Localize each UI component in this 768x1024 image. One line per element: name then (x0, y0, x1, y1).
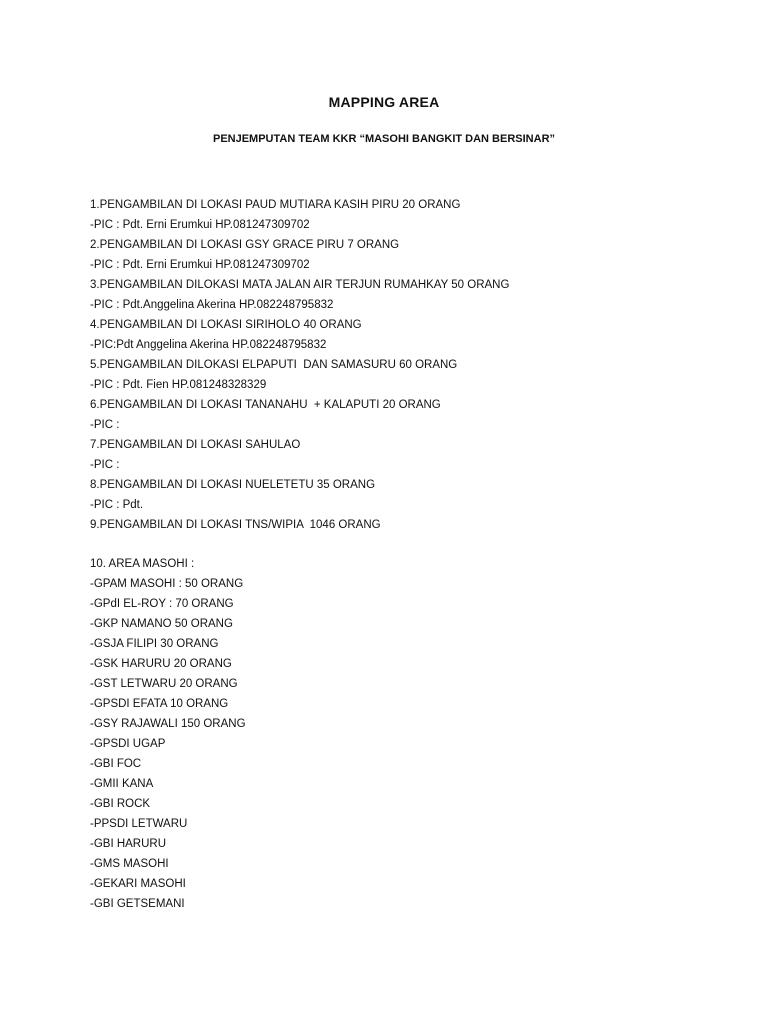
pickup-line: 5.PENGAMBILAN DILOKASI ELPAPUTI DAN SAMASURU 60 ORANG (90, 359, 458, 371)
area-item: -GSY RAJAWALI 150 ORANG (90, 718, 246, 730)
pickup-pic-line: -PIC : (90, 459, 120, 471)
area-item: -GSK HARURU 20 ORANG (90, 658, 232, 670)
pickup-pic-line: -PIC : Pdt.Anggelina Akerina HP.082248795832 (90, 299, 334, 311)
area-item: -GMS MASOHI (90, 858, 169, 870)
pickup-line: 7.PENGAMBILAN DI LOKASI SAHULAO (90, 439, 301, 451)
pickup-pic-line: -PIC : Pdt. Erni Erumkui HP.081247309702 (90, 259, 310, 271)
area-heading: 10. AREA MASOHI : (90, 558, 195, 570)
pickup-line: 3.PENGAMBILAN DILOKASI MATA JALAN AIR TERJUN RUMAHKAY 50 ORANG (90, 279, 510, 291)
area-item: -PPSDI LETWARU (90, 818, 188, 830)
area-item: -GMII KANA (90, 778, 154, 790)
area-item: -GPSDI UGAP (90, 738, 166, 750)
area-item: -GPSDI EFATA 10 ORANG (90, 698, 229, 710)
pickup-pic-line: -PIC : (90, 419, 120, 431)
area-item: -GEKARI MASOHI (90, 878, 186, 890)
area-item: -GPAM MASOHI : 50 ORANG (90, 578, 244, 590)
pickup-line: 6.PENGAMBILAN DI LOKASI TANANAHU + KALAPUTI 20 ORANG (90, 399, 441, 411)
area-item: -GST LETWARU 20 ORANG (90, 678, 238, 690)
pickup-pic-line: -PIC : Pdt. (90, 499, 144, 511)
area-item: -GBI HARURU (90, 838, 167, 850)
area-item: -GBI FOC (90, 758, 142, 770)
document-title: MAPPING AREA (328, 94, 440, 110)
pickup-pic-line: -PIC : Pdt. Fien HP.081248328329 (90, 379, 267, 391)
pickup-line: 9.PENGAMBILAN DI LOKASI TNS/WIPIA 1046 ORANG (90, 519, 381, 531)
area-item: -GPdI EL-ROY : 70 ORANG (90, 598, 234, 610)
document-subtitle: PENJEMPUTAN TEAM KKR “MASOHI BANGKIT DAN BERSINAR” (212, 133, 556, 145)
pickup-line: 4.PENGAMBILAN DI LOKASI SIRIHOLO 40 ORANG (90, 319, 362, 331)
pickup-pic-line: -PIC:Pdt Anggelina Akerina HP.082248795832 (90, 339, 327, 351)
pickup-line: 2.PENGAMBILAN DI LOKASI GSY GRACE PIRU 7 ORANG (90, 239, 400, 251)
area-item: -GSJA FILIPI 30 ORANG (90, 638, 219, 650)
area-item: -GBI GETSEMANI (90, 898, 185, 910)
pickup-line: 8.PENGAMBILAN DI LOKASI NUELETETU 35 ORANG (90, 479, 376, 491)
pickup-line: 1.PENGAMBILAN DI LOKASI PAUD MUTIARA KASIH PIRU 20 ORANG (90, 199, 461, 211)
area-item: -GKP NAMANO 50 ORANG (90, 618, 233, 630)
area-item: -GBI ROCK (90, 798, 151, 810)
pickup-pic-line: -PIC : Pdt. Erni Erumkui HP.081247309702 (90, 219, 310, 231)
